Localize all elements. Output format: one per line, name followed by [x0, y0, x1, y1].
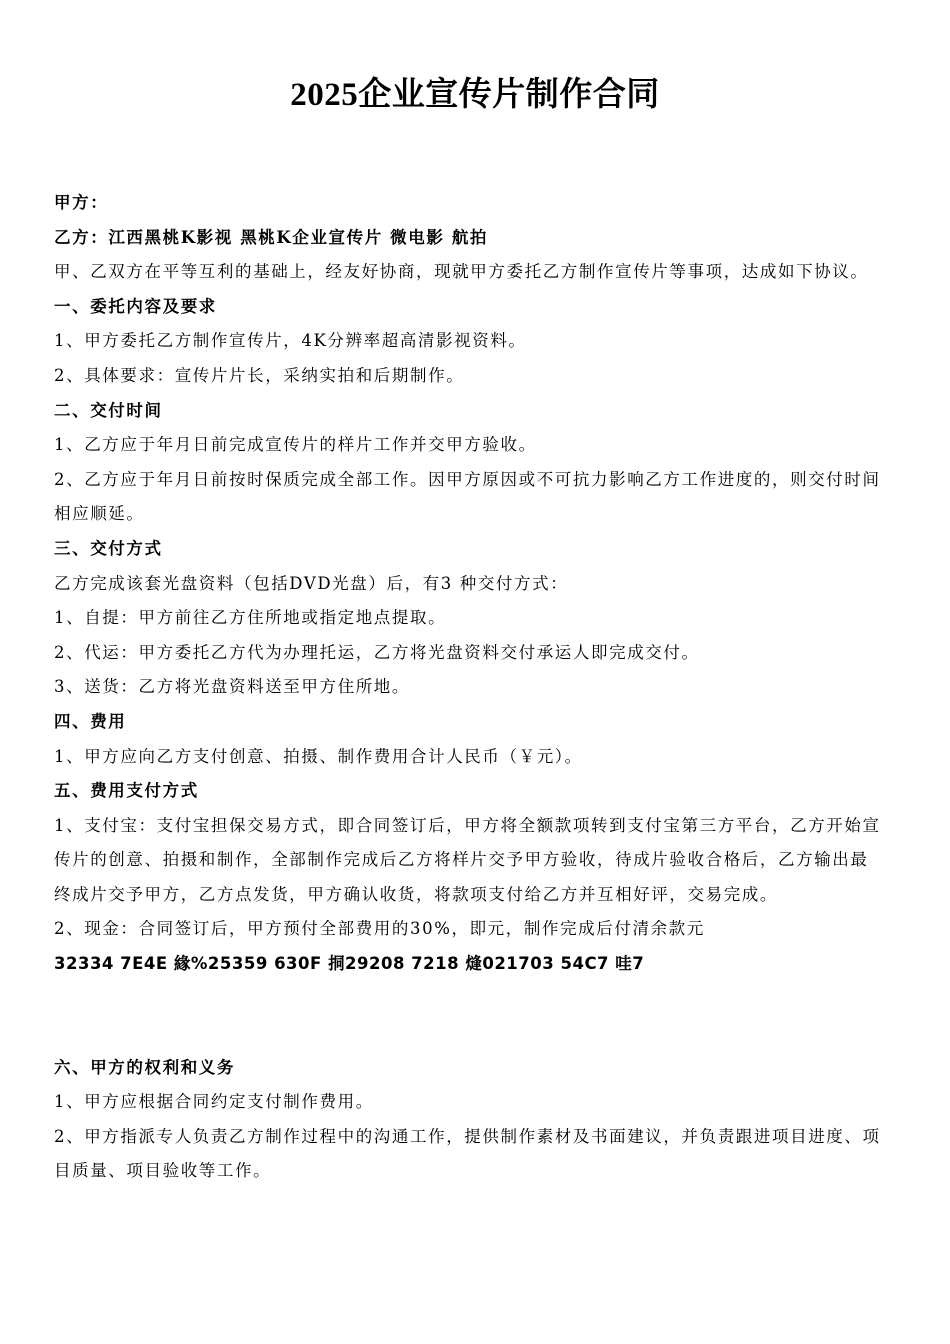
- section-1-item-1: 1、甲方委托乙方制作宣传片，4K分辨率超高清影视资料。: [54, 331, 527, 351]
- blank-space: [54, 982, 884, 1051]
- section-5-item-2: 2、现金：合同签订后，甲方预付全部费用的30%，即元，制作完成后付清余款元: [54, 919, 705, 939]
- section-5-heading: 五、费用支付方式: [54, 781, 199, 801]
- section-5-item-1: 1、支付宝：支付宝担保交易方式，即合同签订后，甲方将全额款项转到支付宝第三方平台，乙方开始宣传片的创意、拍摄和制作，全部制作完成后乙方将样片交予甲方验收，待成片验收合格后，乙方输出最终成片交予甲方，乙方点发货，甲方确认收货，将款项支付给乙方并互相好评，交易完成。: [54, 815, 881, 904]
- document-body: [54, 186, 884, 1189]
- intro-paragraph: 甲、乙双方在平等互利的基础上，经友好协商，现就甲方委托乙方制作宣传片等事项，达成如下协议。: [54, 262, 869, 282]
- section-2-item-2: 2、乙方应于年月日前按时保质完成全部工作。因甲方原因或不可抗力影响乙方工作进度的，则交付时间相应顺延。: [54, 469, 881, 524]
- section-2-item-1: 1、乙方应于年月日前完成宣传片的样片工作并交甲方验收。: [54, 435, 537, 455]
- party-b-value: 江西黑桃K影视 黑桃K企业宣传片 微电影 航拍: [108, 227, 489, 247]
- section-6-item-2: 2、甲方指派专人负责乙方制作过程中的沟通工作，提供制作素材及书面建议，并负责跟进项目进度、项目质量、项目验收等工作。: [54, 1126, 881, 1181]
- section-1-heading: 一、委托内容及要求: [54, 296, 217, 316]
- section-2-heading: 二、交付时间: [54, 400, 163, 420]
- party-a-label: 甲方：: [54, 193, 109, 212]
- section-3-heading: 三、交付方式: [54, 538, 163, 558]
- section-3-item-1: 1、自提：甲方前往乙方住所地或指定地点提取。: [54, 608, 447, 628]
- section-4-heading: 四、费用: [54, 711, 127, 731]
- party-b-label: 乙方：: [54, 227, 109, 247]
- section-1-item-2: 2、具体要求：宣传片片长，采纳实拍和后期制作。: [54, 365, 465, 385]
- section-6-heading: 六、甲方的权利和义务: [54, 1057, 235, 1077]
- section-6-item-1: 1、甲方应根据合同约定支付制作费用。: [54, 1092, 374, 1112]
- section-4-item-1: 1、甲方应向乙方支付创意、拍摄、制作费用合计人民币（￥元）。: [54, 746, 583, 766]
- section-3-intro: 乙方完成该套光盘资料（包括DVD光盘）后，有3 种交付方式：: [54, 573, 569, 593]
- section-3-item-2: 2、代运：甲方委托乙方代为办理托运，乙方将光盘资料交付承运人即完成交付。: [54, 642, 700, 662]
- garbled-code-line: 32334 7E4E 緣%25359 630F 挏29208 7218 熢021703 54C7 哇7: [54, 954, 645, 974]
- party-a-line: [54, 186, 884, 221]
- section-3-item-3: 3、送货：乙方将光盘资料送至甲方住所地。: [54, 677, 410, 697]
- document-title: 2025企业宣传片制作合同: [290, 77, 660, 113]
- party-b-line: [54, 221, 884, 256]
